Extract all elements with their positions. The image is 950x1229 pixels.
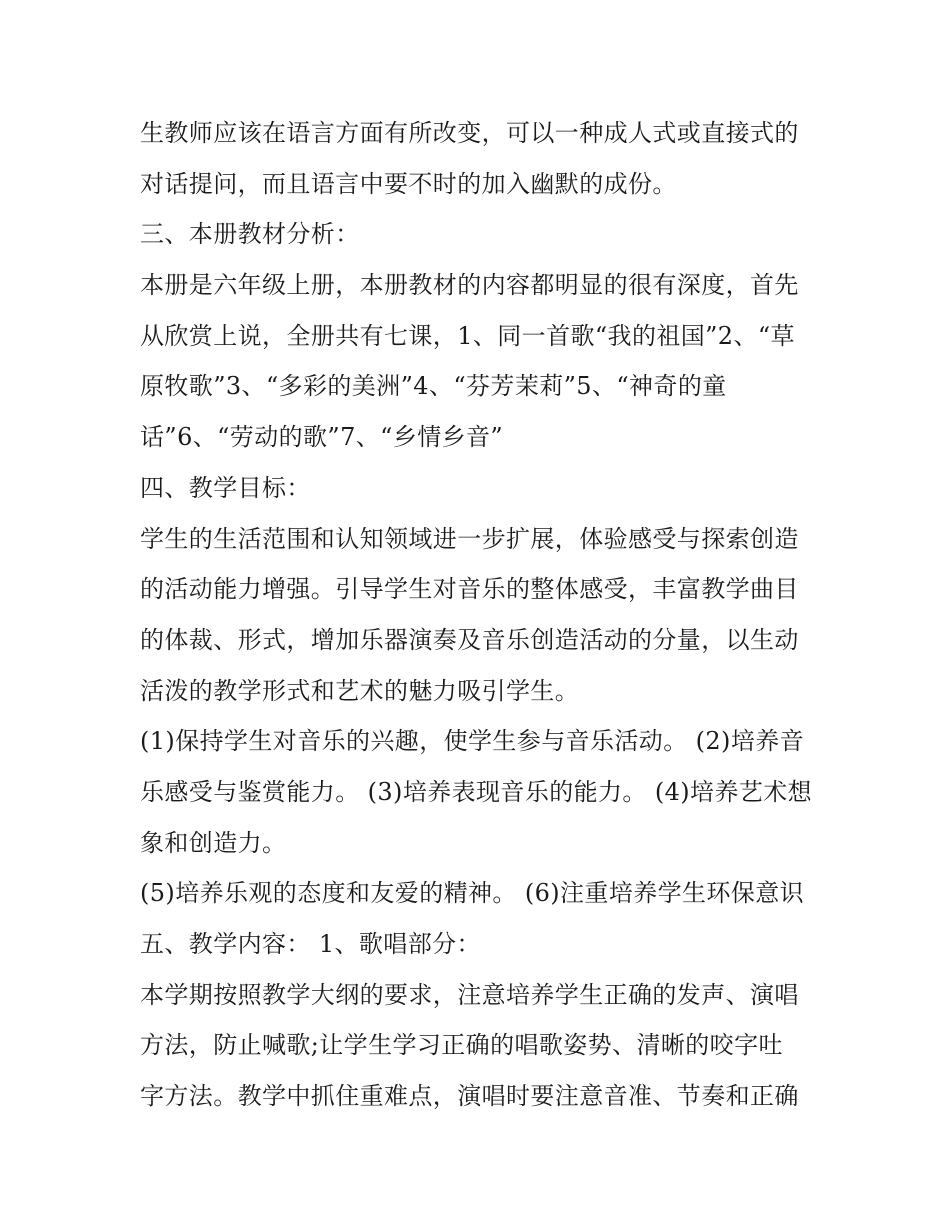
text-line: 的体裁、形式，增加乐器演奏及音乐创造活动的分量，以生动 bbox=[140, 625, 799, 654]
text-line: 的活动能力增强。引导学生对音乐的整体感受，丰富教学曲目 bbox=[140, 575, 799, 604]
text-line: 本册是六年级上册，本册教材的内容都明显的很有深度，首先 bbox=[140, 271, 799, 300]
text-line: 从欣赏上说，全册共有七课，1、同一首歌“我的祖国”2、“草 bbox=[140, 321, 795, 350]
text-line: 话”6、“劳动的歌”7、“乡情乡音” bbox=[140, 423, 504, 452]
text-line: 乐感受与鉴赏能力。 (3)培养表现音乐的能力。 (4)培养艺术想 bbox=[140, 777, 813, 806]
text-line: 象和创造力。 bbox=[140, 828, 287, 857]
text-line: 生教师应该在语言方面有所改变，可以一种成人式或直接式的 bbox=[140, 119, 799, 147]
text-line: (1)保持学生对音乐的兴趣，使学生参与音乐活动。 (2)培养音 bbox=[140, 727, 805, 756]
text-line: 方法，防止喊歌;让学生学习正确的唱歌姿势、清晰的咬字吐 bbox=[140, 1031, 783, 1060]
text-line: 本学期按照教学大纲的要求，注意培养学生正确的发声、演唱 bbox=[140, 980, 799, 1009]
section-heading: 五、教学内容： 1、歌唱部分： bbox=[140, 930, 481, 958]
section-heading: 四、教学目标： bbox=[140, 473, 311, 502]
text-line: 活泼的教学形式和艺术的魅力吸引学生。 bbox=[140, 676, 580, 705]
text-line: (5)培养乐观的态度和友爱的精神。 (6)注重培养学生环保意识 bbox=[140, 879, 805, 908]
document-body bbox=[140, 108, 820, 1122]
text-line: 学生的生活范围和认知领域进一步扩展，体验感受与探索创造 bbox=[140, 524, 799, 553]
section-heading: 三、本册教材分析： bbox=[140, 220, 360, 249]
text-line: 字方法。教学中抓住重难点，演唱时要注意音准、节奏和正确 bbox=[140, 1082, 799, 1111]
text-line: 原牧歌”3、“多彩的美洲”4、“芬芳茉莉”5、“神奇的童 bbox=[140, 372, 727, 401]
text-line: 对话提问，而且语言中要不时的加入幽默的成份。 bbox=[140, 169, 677, 198]
